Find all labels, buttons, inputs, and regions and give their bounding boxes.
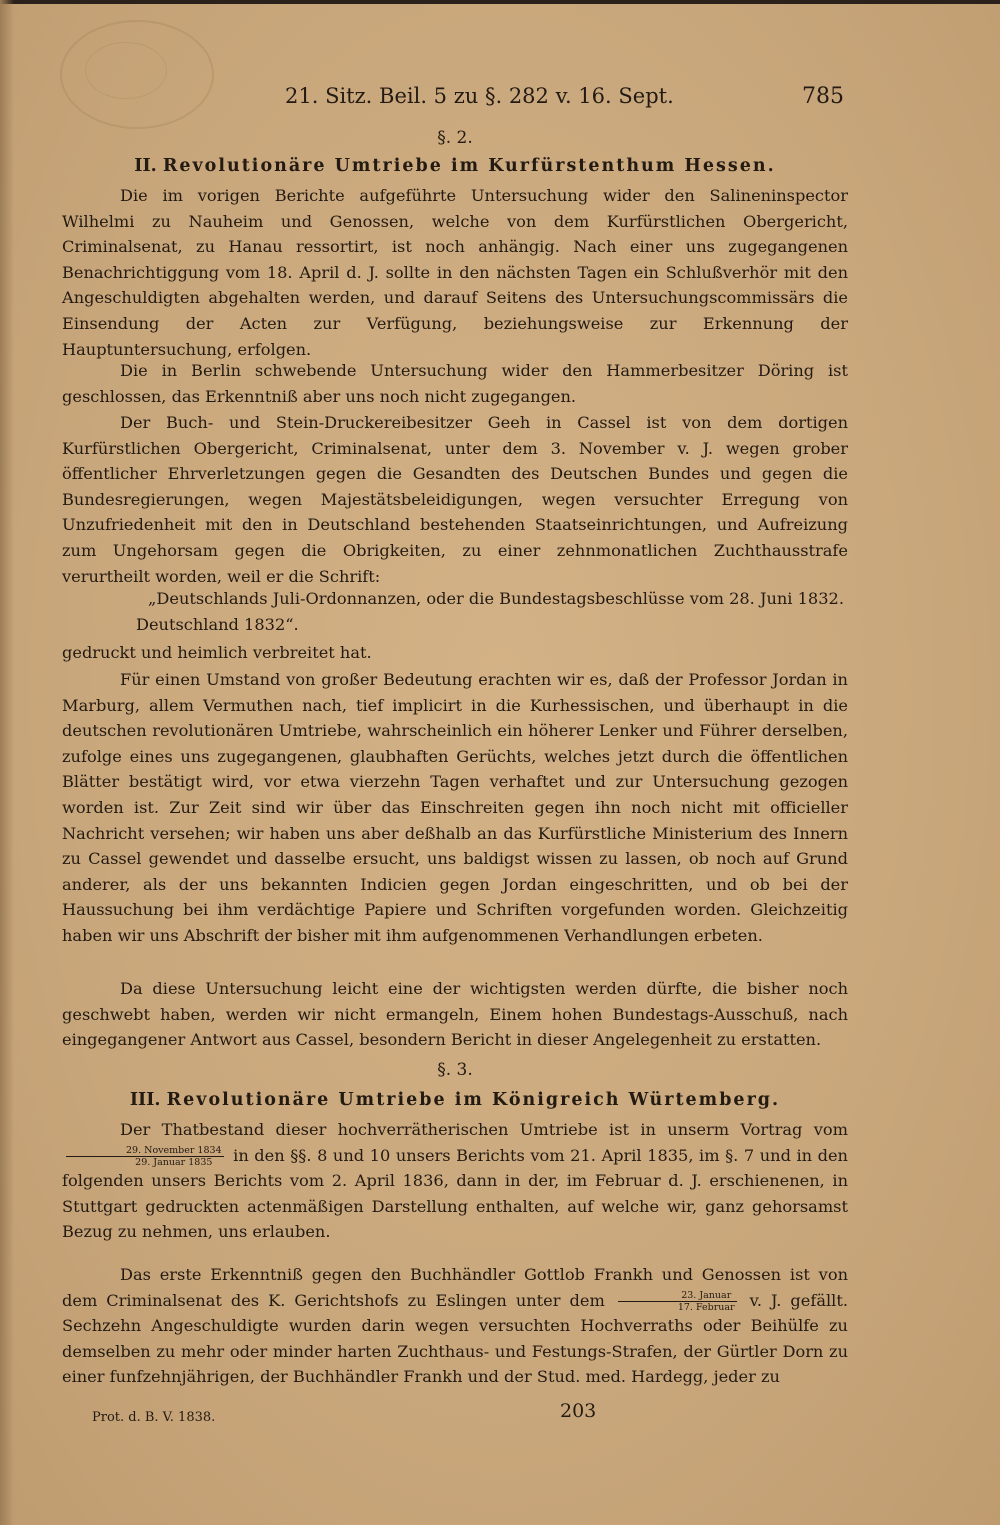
section-heading-3	[62, 1090, 848, 1110]
quote-line-1: „Deutschlands Juli-Ordonnanzen, oder die Bundestagsbeschlüsse vom 28. Juni 1832.	[148, 589, 844, 608]
section-heading-3-text: Revolutionäre Umtriebe im Königreich Würtemberg.	[166, 1090, 781, 1110]
footer-signature: Prot. d. B. V. 1838.	[92, 1410, 216, 1425]
page-number: 785	[802, 84, 844, 109]
date-fraction-1-bottom: 29. Januar 1835	[135, 1156, 213, 1168]
top-border	[0, 0, 1000, 4]
paragraph-thatbestand	[62, 1117, 848, 1245]
paragraph-untersuchung: Da diese Untersuchung leicht eine der wichtigsten werden dürfte, die bisher noch geschwebt haben, werden wir nicht ermangeln, Einem hohen Bundestags-Ausschuß, nach eingegangener Antwort aus Cassel, besondern Bericht in dieser Angelegenheit zu erstatten.	[62, 979, 848, 1050]
paragraph-geeh-end: gedruckt und heimlich verbreitet hat.	[62, 643, 372, 662]
library-stamp-inner	[85, 42, 167, 99]
section-mark-2: §. 2.	[437, 128, 473, 148]
paragraph-frankh-start: Das erste Erkenntniß gegen den Buchhändler Gottlob Frankh und Genossen ist von dem Criminalsenat des K. Gerichtshofs zu Eslingen unter dem	[62, 1265, 848, 1310]
running-head: 21. Sitz. Beil. 5 zu §. 282 v. 16. Sept.	[285, 84, 674, 108]
section-heading-3-number: III.	[129, 1090, 161, 1110]
date-fraction-1-top: 29. November 1834	[66, 1145, 224, 1157]
section-heading-2	[62, 156, 848, 176]
section-heading-2-text: Revolutionäre Umtriebe im Kurfürstenthum Hessen.	[162, 156, 776, 176]
paragraph-wilhelmi: Die im vorigen Berichte aufgeführte Untersuchung wider den Salineninspector Wilhelmi zu Nauheim und Genossen, welche von dem Kurfürstlichen Obergericht, Criminalsenat, zu Hanau ressortirt, ist noch anhängig. Nach einer uns zugegangenen Benachrichtiggung vom 18. April d. J. sollte in den nächsten Tagen ein Schlußverhör mit den Angeschuldigten abgehalten werden, und darauf Seitens des Untersuchungscommissärs die Einsendung der Acten zur Verfügung, beziehungsweise zur Erkennung der Hauptuntersuchung, erfolgen.	[62, 186, 848, 359]
paragraph-frankh-rest: v. J. gefällt. Sechzehn Angeschuldigte wurden darin wegen versuchten Hochverraths oder Beihülfe zu demselben zu mehr oder minder harten Zuchthaus- und Festungs-Strafen, der Gürtler Dorn zu einer funfzehnjährigen, der Buchhändler Frankh und der Stud. med. Hardegg, jeder zu	[62, 1290, 848, 1387]
date-fraction-1	[66, 1145, 224, 1168]
paragraph-thatbestand-start: Der Thatbestand dieser hochverrätherischen Umtriebe ist in unserm Vortrag vom	[120, 1120, 848, 1139]
paragraph-frankh	[62, 1262, 848, 1390]
date-fraction-2-top: 23. Januar	[618, 1290, 737, 1302]
date-fraction-2-bottom: 17. Februar	[677, 1301, 735, 1313]
section-heading-2-number: II.	[134, 156, 157, 176]
left-edge-shadow	[0, 0, 14, 1525]
paragraph-doering: Die in Berlin schwebende Untersuchung wider den Hammerbesitzer Döring ist geschlossen, das Erkenntniß aber uns noch nicht zugegangen.	[62, 361, 848, 406]
paragraph-thatbestand-rest: in den §§. 8 und 10 unsers Berichts vom 21. April 1835, im §. 7 und in den folgenden unsers Berichts vom 2. April 1836, dann in der, im Februar d. J. erschienenen, in Stuttgart gedruckten actenmäßigen Darstellung enthalten, auf welche wir, ganz gehorsamst Bezug zu nehmen, uns erlauben.	[62, 1145, 848, 1242]
quote-line-2: Deutschland 1832“.	[136, 615, 299, 634]
paragraph-jordan: Für einen Umstand von großer Bedeutung erachten wir es, daß der Professor Jordan in Marburg, allem Vermuthen nach, tief implicirt in die Kurhessischen, und überhaupt in die deutschen revolutionären Umtriebe, wahrscheinlich ein höherer Lenker und Führer derselben, zufolge eines uns zugegangenen, glaubhaften Gerüchts, welches jetzt durch die öffentlichen Blätter bestätigt wird, vor etwa vierzehn Tagen verhaftet und zur Untersuchung gezogen worden ist. Zur Zeit sind wir über das Einschreiten gegen ihn noch nicht mit officieller Nachricht versehen; wir haben uns aber deßhalb an das Kurfürstliche Ministerium des Innern zu Cassel gewendet und dasselbe ersucht, uns baldigst wissen zu lassen, ob noch auf Grund anderer, als der uns bekannten Indicien gegen Jordan eingeschritten, und ob bei der Haussuchung bei ihm verdächtige Papiere und Schriften vorgefunden worden. Gleichzeitig haben wir uns Abschrift der bisher mit ihm aufgenommenen Verhandlungen erbeten.	[62, 670, 848, 945]
footer-sheet-number: 203	[560, 1400, 597, 1422]
paragraph-geeh: Der Buch- und Stein-Druckereibesitzer Geeh in Cassel ist von dem dortigen Kurfürstlichen Obergericht, Criminalsenat, unter dem 3. November v. J. wegen grober öffentlicher Ehrverletzungen gegen die Gesandten des Deutschen Bundes und gegen die Bundesregierungen, wegen Majestätsbeleidigungen, wegen versuchter Erregung von Unzufriedenheit mit den in Deutschland bestehenden Staatseinrichtungen, und Aufreizung zum Ungehorsam gegen die Obrigkeiten, zu einer zehnmonatlichen Zuchthausstrafe verurtheilt worden, weil er die Schrift:	[62, 413, 848, 586]
section-mark-3: §. 3.	[437, 1060, 473, 1080]
date-fraction-2	[618, 1290, 737, 1313]
